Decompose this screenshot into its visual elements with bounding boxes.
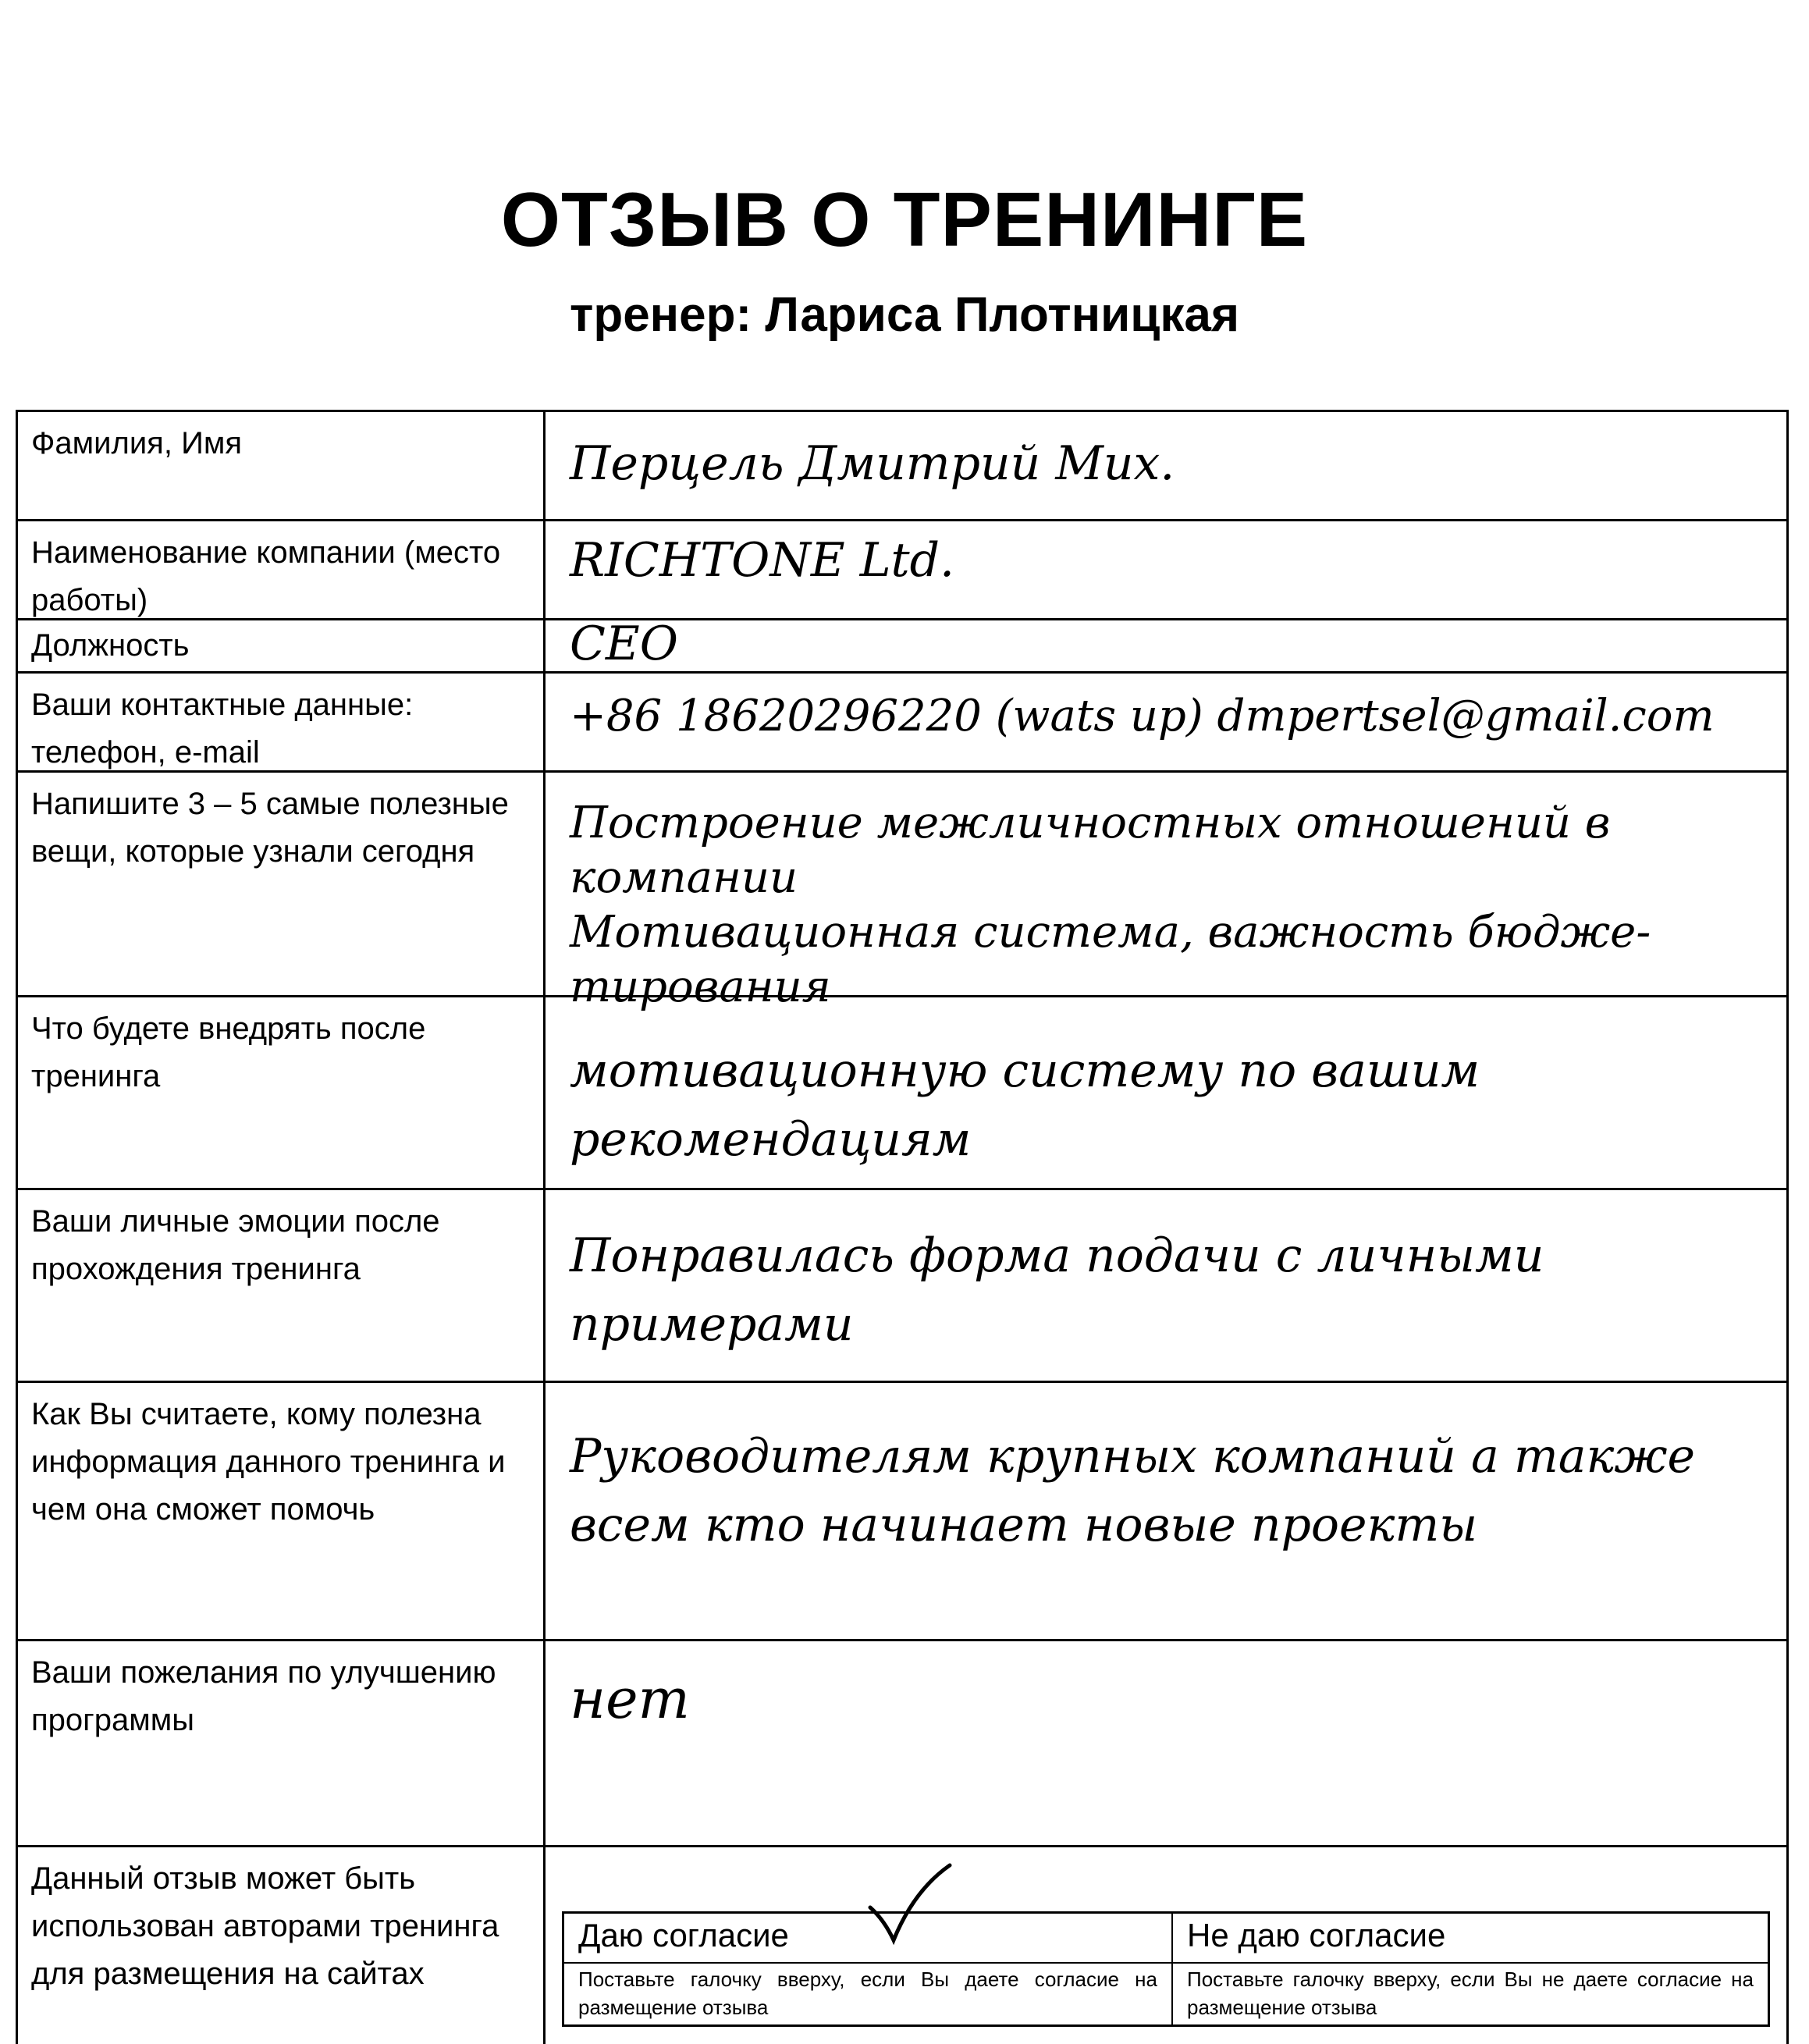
- form-row-company: [16, 519, 1789, 618]
- form-row-useful: [16, 770, 1789, 1012]
- form-row-implement: [16, 995, 1789, 1188]
- consent-agree-note: Поставьте галочку вверху, если Вы даете согласие на размещение отзыва: [578, 1968, 1157, 2019]
- field-label: Фамилия, Имя: [31, 426, 242, 460]
- form-row-audience: [16, 1381, 1789, 1639]
- field-answer[interactable]: Построение межличностных отношений в компании Мотивационная система, важность бюдже-тирования: [570, 798, 1651, 1012]
- consent-disagree-label: Не даю согласие: [1187, 1917, 1446, 1953]
- field-answer[interactable]: CEO: [570, 617, 678, 671]
- field-answer[interactable]: +86 18620296220 (wats up) dmpertsel@gmail.com: [570, 691, 1715, 741]
- form-row-contacts: [16, 671, 1789, 770]
- feedback-form: [16, 410, 1789, 2044]
- field-answer[interactable]: мотивационную систему по вашим рекомендациям: [570, 1043, 1480, 1167]
- field-answer[interactable]: Руководителям крупных компаний а также всем кто начинает новые проекты: [570, 1429, 1696, 1552]
- field-label: Ваши контактные данные: телефон, e-mail: [31, 688, 414, 770]
- form-row-position: [16, 618, 1789, 671]
- page-subtitle: тренер: Лариса Плотницкая: [569, 288, 1240, 342]
- form-row-wishes: [16, 1639, 1789, 1845]
- form-row-name: [16, 410, 1789, 519]
- consent-agree-cell[interactable]: [564, 1914, 1173, 2024]
- field-label: Что будете внедрять после тренинга: [31, 1011, 426, 1093]
- field-label: Ваши пожелания по улучшению программы: [31, 1655, 496, 1737]
- field-label: Наименование компании (место работы): [31, 535, 501, 617]
- field-label: Данный отзыв может быть использован авторами тренинга для размещения на сайтах: [31, 1861, 499, 1991]
- consent-table: [562, 1911, 1770, 2027]
- checkmark-icon: [867, 1859, 953, 1945]
- consent-disagree-cell[interactable]: [1173, 1914, 1768, 2024]
- field-answer[interactable]: Понравилась форма подачи с личными примерами: [570, 1228, 1544, 1352]
- field-label: Как Вы считаете, кому полезна информация данного тренинга и чем она сможет помочь: [31, 1397, 506, 1527]
- form-row-emotions: [16, 1188, 1789, 1381]
- page-title: ОТЗЫВ О ТРЕНИНГЕ: [500, 176, 1309, 262]
- field-answer[interactable]: нет: [570, 1667, 690, 1731]
- field-answer[interactable]: RICHTONE Ltd.: [570, 533, 955, 588]
- field-label: Должность: [31, 628, 190, 663]
- field-label: Напишите 3 – 5 самые полезные вещи, которые узнали сегодня: [31, 787, 509, 869]
- form-row-consent: [16, 1845, 1789, 2044]
- field-label: Ваши личные эмоции после прохождения тренинга: [31, 1204, 440, 1286]
- consent-agree-label: Даю согласие: [578, 1917, 789, 1953]
- field-answer[interactable]: Перцель Дмитрий Мих.: [570, 436, 1175, 491]
- consent-disagree-note: Поставьте галочку вверху, если Вы не даете согласие на размещение отзыва: [1187, 1968, 1754, 2019]
